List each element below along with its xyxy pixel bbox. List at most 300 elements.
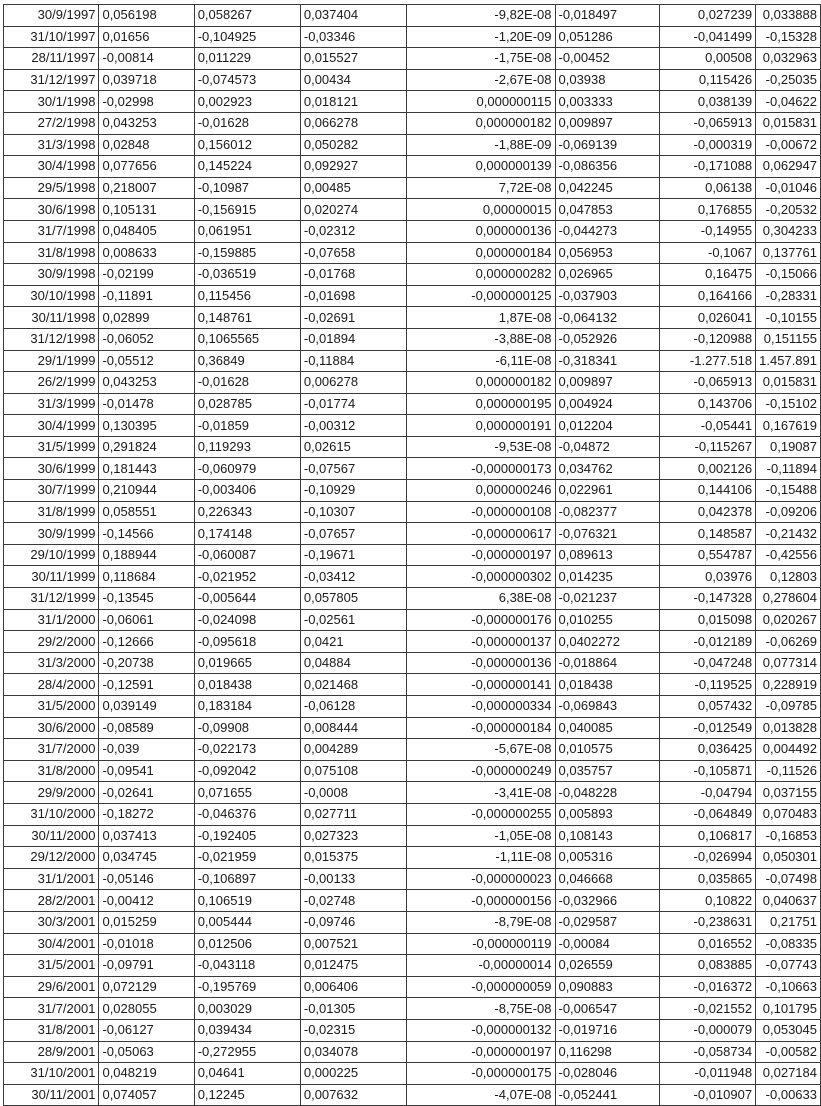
cell-date: 30/6/2000	[4, 717, 99, 739]
cell-date: 30/4/1999	[4, 415, 99, 437]
table-row	[4, 631, 821, 653]
table-row	[4, 1084, 821, 1106]
cell-col-6: -0,105871	[659, 760, 755, 782]
cell-col-1: -0,01478	[99, 393, 194, 415]
cell-col-4: -0,000000136	[406, 652, 555, 674]
cell-col-6: -0,016372	[659, 976, 755, 998]
cell-col-2: -0,09908	[194, 717, 300, 739]
cell-date: 31/8/2000	[4, 760, 99, 782]
cell-col-1: -0,12666	[99, 631, 194, 653]
cell-col-4: -5,67E-08	[406, 739, 555, 761]
cell-col-6: 0,144106	[659, 480, 755, 502]
table-row	[4, 436, 821, 458]
cell-col-5: 0,116298	[555, 1041, 659, 1063]
cell-col-6: 0,083885	[659, 955, 755, 977]
cell-col-3: -0,07658	[300, 242, 406, 264]
cell-col-2: 0,005444	[194, 911, 300, 933]
cell-col-7: -0,10663	[756, 976, 821, 998]
table-row	[4, 69, 821, 91]
cell-col-3: -0,02561	[300, 609, 406, 631]
cell-col-6: 0,042378	[659, 501, 755, 523]
cell-col-5: -0,082377	[555, 501, 659, 523]
cell-col-2: -0,195769	[194, 976, 300, 998]
cell-col-5: 0,089613	[555, 544, 659, 566]
cell-col-6: -0,041499	[659, 26, 755, 48]
cell-col-2: 0,226343	[194, 501, 300, 523]
cell-date: 31/3/2000	[4, 652, 99, 674]
cell-col-7: -0,15066	[756, 264, 821, 286]
cell-col-2: 0,018438	[194, 674, 300, 696]
cell-col-6: -0,000319	[659, 134, 755, 156]
table-row	[4, 588, 821, 610]
cell-col-7: -0,15102	[756, 393, 821, 415]
cell-col-1: -0,01018	[99, 933, 194, 955]
cell-col-7: -0,07743	[756, 955, 821, 977]
cell-col-7: 0,062947	[756, 156, 821, 178]
cell-col-6: -0,058734	[659, 1041, 755, 1063]
cell-date: 30/3/2001	[4, 911, 99, 933]
cell-col-5: -0,069139	[555, 134, 659, 156]
cell-col-2: 0,12245	[194, 1084, 300, 1106]
cell-col-7: 0,032963	[756, 48, 821, 70]
cell-col-1: 0,02848	[99, 134, 194, 156]
cell-col-3: 0,037404	[300, 5, 406, 27]
cell-col-1: 0,048219	[99, 1063, 194, 1085]
cell-col-5: -0,018864	[555, 652, 659, 674]
cell-col-3: 0,075108	[300, 760, 406, 782]
cell-col-2: -0,01628	[194, 372, 300, 394]
cell-col-5: -0,00084	[555, 933, 659, 955]
cell-col-3: -0,0008	[300, 782, 406, 804]
cell-col-5: 0,035757	[555, 760, 659, 782]
cell-col-7: -0,00582	[756, 1041, 821, 1063]
cell-col-7: 0,040637	[756, 890, 821, 912]
cell-col-2: -0,046376	[194, 803, 300, 825]
cell-col-1: -0,02641	[99, 782, 194, 804]
cell-col-3: 0,066278	[300, 112, 406, 134]
cell-date: 30/11/1999	[4, 566, 99, 588]
cell-col-4: -8,75E-08	[406, 998, 555, 1020]
cell-col-3: -0,01305	[300, 998, 406, 1020]
cell-col-2: 0,115456	[194, 285, 300, 307]
cell-col-7: -0,15488	[756, 480, 821, 502]
table-row	[4, 868, 821, 890]
cell-col-7: -0,00672	[756, 134, 821, 156]
cell-col-7: 0,21751	[756, 911, 821, 933]
cell-date: 31/3/1999	[4, 393, 99, 415]
cell-col-6: -0,1067	[659, 242, 755, 264]
cell-col-6: -0,14955	[659, 220, 755, 242]
cell-col-4: -0,000000173	[406, 458, 555, 480]
cell-col-7: 0,004492	[756, 739, 821, 761]
cell-col-2: -0,156915	[194, 199, 300, 221]
table-row	[4, 372, 821, 394]
cell-col-3: 0,007521	[300, 933, 406, 955]
cell-col-4: 0,000000182	[406, 112, 555, 134]
cell-col-3: -0,00133	[300, 868, 406, 890]
cell-date: 30/10/1998	[4, 285, 99, 307]
cell-col-1: -0,039	[99, 739, 194, 761]
cell-col-3: -0,02748	[300, 890, 406, 912]
cell-col-5: 0,010575	[555, 739, 659, 761]
cell-col-4: -3,88E-08	[406, 328, 555, 350]
cell-col-4: -0,000000141	[406, 674, 555, 696]
cell-col-6: -1.277.518	[659, 350, 755, 372]
cell-date: 31/8/1998	[4, 242, 99, 264]
table-row	[4, 307, 821, 329]
table-row	[4, 652, 821, 674]
cell-col-7: -0,08335	[756, 933, 821, 955]
cell-col-3: -0,19671	[300, 544, 406, 566]
table-row	[4, 782, 821, 804]
cell-col-6: -0,011948	[659, 1063, 755, 1085]
cell-col-7: 0,070483	[756, 803, 821, 825]
cell-col-2: 0,148761	[194, 307, 300, 329]
cell-col-3: -0,02691	[300, 307, 406, 329]
cell-col-5: -0,032966	[555, 890, 659, 912]
cell-col-1: 0,188944	[99, 544, 194, 566]
cell-col-1: 0,074057	[99, 1084, 194, 1106]
returns-table	[3, 4, 821, 1106]
cell-date: 30/7/1999	[4, 480, 99, 502]
cell-col-2: -0,043118	[194, 955, 300, 977]
cell-col-6: -0,147328	[659, 588, 755, 610]
cell-col-4: 0,000000136	[406, 220, 555, 242]
cell-date: 31/1/2001	[4, 868, 99, 890]
cell-col-5: 0,005316	[555, 847, 659, 869]
cell-col-6: 0,06138	[659, 177, 755, 199]
cell-date: 31/7/1998	[4, 220, 99, 242]
cell-col-6: -0,119525	[659, 674, 755, 696]
cell-col-3: -0,03412	[300, 566, 406, 588]
cell-date: 31/5/2001	[4, 955, 99, 977]
cell-col-5: 0,009897	[555, 372, 659, 394]
cell-date: 27/2/1998	[4, 112, 99, 134]
cell-col-6: -0,238631	[659, 911, 755, 933]
table-row	[4, 544, 821, 566]
cell-col-6: 0,16475	[659, 264, 755, 286]
cell-col-5: -0,029587	[555, 911, 659, 933]
cell-col-4: -9,53E-08	[406, 436, 555, 458]
cell-col-4: 0,000000282	[406, 264, 555, 286]
cell-col-3: 0,034078	[300, 1041, 406, 1063]
cell-col-2: 0,003029	[194, 998, 300, 1020]
cell-col-2: 0,183184	[194, 696, 300, 718]
cell-col-6: 0,026041	[659, 307, 755, 329]
cell-col-7: 0,053045	[756, 1019, 821, 1041]
cell-col-7: 0,167619	[756, 415, 821, 437]
cell-col-1: 0,01656	[99, 26, 194, 48]
cell-col-3: 0,00485	[300, 177, 406, 199]
cell-col-4: -3,41E-08	[406, 782, 555, 804]
table-row	[4, 998, 821, 1020]
cell-date: 30/4/2001	[4, 933, 99, 955]
cell-col-4: 0,000000115	[406, 91, 555, 113]
cell-col-5: 0,026559	[555, 955, 659, 977]
table-row	[4, 523, 821, 545]
cell-col-3: 0,012475	[300, 955, 406, 977]
cell-col-6: -0,012549	[659, 717, 755, 739]
cell-col-4: -2,67E-08	[406, 69, 555, 91]
cell-col-6: 0,038139	[659, 91, 755, 113]
cell-col-6: -0,05441	[659, 415, 755, 437]
cell-date: 31/5/2000	[4, 696, 99, 718]
cell-col-5: 0,009897	[555, 112, 659, 134]
cell-date: 31/3/1998	[4, 134, 99, 156]
cell-col-3: -0,09746	[300, 911, 406, 933]
cell-col-7: 0,12803	[756, 566, 821, 588]
cell-col-5: 0,018438	[555, 674, 659, 696]
cell-col-3: 0,021468	[300, 674, 406, 696]
table-row	[4, 890, 821, 912]
cell-date: 31/10/1997	[4, 26, 99, 48]
cell-col-3: 0,007632	[300, 1084, 406, 1106]
cell-col-4: 0,000000184	[406, 242, 555, 264]
cell-col-1: -0,08589	[99, 717, 194, 739]
cell-col-3: 0,00434	[300, 69, 406, 91]
table-row	[4, 350, 821, 372]
cell-col-3: 0,0421	[300, 631, 406, 653]
cell-col-7: 1.457.891	[756, 350, 821, 372]
cell-col-4: -0,000000334	[406, 696, 555, 718]
cell-col-5: 0,012204	[555, 415, 659, 437]
cell-col-6: -0,120988	[659, 328, 755, 350]
cell-col-6: -0,065913	[659, 112, 755, 134]
cell-col-7: -0,28331	[756, 285, 821, 307]
table-row	[4, 393, 821, 415]
table-row	[4, 285, 821, 307]
cell-date: 30/11/2000	[4, 825, 99, 847]
table-row	[4, 199, 821, 221]
cell-col-7: -0,21432	[756, 523, 821, 545]
cell-col-6: 0,176855	[659, 199, 755, 221]
cell-col-5: -0,048228	[555, 782, 659, 804]
cell-col-3: -0,07567	[300, 458, 406, 480]
cell-col-2: 0,145224	[194, 156, 300, 178]
cell-col-7: -0,42556	[756, 544, 821, 566]
cell-col-5: 0,056953	[555, 242, 659, 264]
cell-col-7: -0,00633	[756, 1084, 821, 1106]
cell-col-4: 0,000000191	[406, 415, 555, 437]
cell-col-1: -0,05512	[99, 350, 194, 372]
cell-col-6: -0,012189	[659, 631, 755, 653]
cell-col-4: 0,000000195	[406, 393, 555, 415]
cell-col-2: 0,1065565	[194, 328, 300, 350]
cell-col-7: -0,15328	[756, 26, 821, 48]
table-row	[4, 760, 821, 782]
cell-col-6: 0,148587	[659, 523, 755, 545]
cell-col-3: 0,015375	[300, 847, 406, 869]
cell-col-6: -0,021552	[659, 998, 755, 1020]
table-row	[4, 220, 821, 242]
cell-col-3: -0,03346	[300, 26, 406, 48]
table-row	[4, 48, 821, 70]
table-row	[4, 803, 821, 825]
cell-col-7: -0,16853	[756, 825, 821, 847]
cell-col-3: 0,027323	[300, 825, 406, 847]
cell-date: 30/4/1998	[4, 156, 99, 178]
cell-col-3: -0,01698	[300, 285, 406, 307]
cell-date: 31/8/2001	[4, 1019, 99, 1041]
cell-col-6: -0,171088	[659, 156, 755, 178]
table-row	[4, 955, 821, 977]
table-row	[4, 674, 821, 696]
table-body	[4, 5, 821, 1106]
cell-col-5: -0,076321	[555, 523, 659, 545]
table-row	[4, 717, 821, 739]
cell-col-2: 0,011229	[194, 48, 300, 70]
cell-col-1: -0,05146	[99, 868, 194, 890]
cell-col-2: -0,003406	[194, 480, 300, 502]
cell-col-7: -0,09785	[756, 696, 821, 718]
cell-col-7: -0,10155	[756, 307, 821, 329]
cell-date: 30/11/2001	[4, 1084, 99, 1106]
cell-col-2: -0,036519	[194, 264, 300, 286]
cell-date: 31/10/2000	[4, 803, 99, 825]
cell-col-6: -0,065913	[659, 372, 755, 394]
cell-col-2: -0,074573	[194, 69, 300, 91]
cell-col-2: -0,104925	[194, 26, 300, 48]
cell-date: 30/11/1998	[4, 307, 99, 329]
cell-col-2: -0,272955	[194, 1041, 300, 1063]
cell-col-6: 0,00508	[659, 48, 755, 70]
cell-col-6: 0,016552	[659, 933, 755, 955]
cell-col-6: 0,03976	[659, 566, 755, 588]
cell-col-5: -0,052926	[555, 328, 659, 350]
cell-col-6: -0,064849	[659, 803, 755, 825]
cell-date: 28/11/1997	[4, 48, 99, 70]
cell-col-3: -0,02315	[300, 1019, 406, 1041]
data-sheet	[3, 4, 821, 1106]
cell-col-6: 0,106817	[659, 825, 755, 847]
cell-col-4: 1,87E-08	[406, 307, 555, 329]
cell-col-1: 0,043253	[99, 372, 194, 394]
cell-col-4: 6,38E-08	[406, 588, 555, 610]
cell-col-5: -0,052441	[555, 1084, 659, 1106]
cell-col-3: -0,06128	[300, 696, 406, 718]
cell-col-4: -0,000000137	[406, 631, 555, 653]
cell-col-1: 0,008633	[99, 242, 194, 264]
table-row	[4, 933, 821, 955]
cell-col-6: -0,010907	[659, 1084, 755, 1106]
cell-col-4: -0,00000014	[406, 955, 555, 977]
cell-col-7: 0,027184	[756, 1063, 821, 1085]
cell-col-7: -0,01046	[756, 177, 821, 199]
cell-col-3: -0,10929	[300, 480, 406, 502]
cell-date: 31/12/1999	[4, 588, 99, 610]
cell-col-1: -0,18272	[99, 803, 194, 825]
cell-date: 31/8/1999	[4, 501, 99, 523]
cell-col-6: 0,057432	[659, 696, 755, 718]
cell-col-1: 0,02899	[99, 307, 194, 329]
cell-col-2: -0,106897	[194, 868, 300, 890]
table-row	[4, 480, 821, 502]
table-row	[4, 242, 821, 264]
cell-col-7: 0,304233	[756, 220, 821, 242]
cell-col-4: 0,000000139	[406, 156, 555, 178]
table-row	[4, 458, 821, 480]
cell-col-7: 0,020267	[756, 609, 821, 631]
cell-col-3: 0,006406	[300, 976, 406, 998]
cell-col-5: -0,086356	[555, 156, 659, 178]
cell-col-4: -0,000000176	[406, 609, 555, 631]
cell-col-6: 0,035865	[659, 868, 755, 890]
cell-col-5: 0,003333	[555, 91, 659, 113]
cell-col-6: -0,115267	[659, 436, 755, 458]
cell-col-2: -0,10987	[194, 177, 300, 199]
cell-col-2: -0,024098	[194, 609, 300, 631]
cell-col-4: -0,000000125	[406, 285, 555, 307]
cell-col-1: -0,13545	[99, 588, 194, 610]
cell-col-4: -0,000000023	[406, 868, 555, 890]
cell-col-1: -0,12591	[99, 674, 194, 696]
cell-col-4: -8,79E-08	[406, 911, 555, 933]
cell-col-1: -0,11891	[99, 285, 194, 307]
cell-col-5: 0,03938	[555, 69, 659, 91]
table-row	[4, 134, 821, 156]
table-row	[4, 26, 821, 48]
cell-col-3: -0,07657	[300, 523, 406, 545]
cell-col-3: -0,01894	[300, 328, 406, 350]
cell-col-1: 0,181443	[99, 458, 194, 480]
cell-col-2: 0,002923	[194, 91, 300, 113]
cell-col-4: -0,000000156	[406, 890, 555, 912]
cell-col-2: -0,159885	[194, 242, 300, 264]
cell-col-5: 0,005893	[555, 803, 659, 825]
cell-col-4: 0,000000182	[406, 372, 555, 394]
cell-col-3: 0,006278	[300, 372, 406, 394]
cell-col-6: -0,000079	[659, 1019, 755, 1041]
table-row	[4, 156, 821, 178]
cell-col-7: 0,015831	[756, 112, 821, 134]
cell-col-4: -0,000000059	[406, 976, 555, 998]
cell-col-4: -1,20E-09	[406, 26, 555, 48]
cell-col-1: 0,210944	[99, 480, 194, 502]
cell-col-7: 0,19087	[756, 436, 821, 458]
table-row	[4, 91, 821, 113]
cell-col-1: 0,037413	[99, 825, 194, 847]
cell-col-5: 0,108143	[555, 825, 659, 847]
cell-col-1: -0,00412	[99, 890, 194, 912]
cell-col-4: -0,000000302	[406, 566, 555, 588]
cell-col-2: -0,095618	[194, 631, 300, 653]
cell-date: 29/5/1998	[4, 177, 99, 199]
cell-col-4: -1,75E-08	[406, 48, 555, 70]
table-row	[4, 1019, 821, 1041]
table-row	[4, 847, 821, 869]
cell-col-4: -1,05E-08	[406, 825, 555, 847]
table-row	[4, 976, 821, 998]
cell-col-1: 0,039149	[99, 696, 194, 718]
cell-col-5: -0,028046	[555, 1063, 659, 1085]
cell-col-7: 0,137761	[756, 242, 821, 264]
cell-col-7: -0,06269	[756, 631, 821, 653]
cell-col-5: -0,04872	[555, 436, 659, 458]
cell-col-7: -0,11526	[756, 760, 821, 782]
cell-col-7: -0,07498	[756, 868, 821, 890]
table-row	[4, 566, 821, 588]
cell-col-1: -0,02998	[99, 91, 194, 113]
cell-col-6: 0,143706	[659, 393, 755, 415]
cell-col-6: 0,164166	[659, 285, 755, 307]
cell-col-4: -0,000000255	[406, 803, 555, 825]
cell-col-6: 0,115426	[659, 69, 755, 91]
cell-col-2: -0,021952	[194, 566, 300, 588]
cell-col-3: 0,057805	[300, 588, 406, 610]
cell-col-5: 0,042245	[555, 177, 659, 199]
cell-col-2: -0,092042	[194, 760, 300, 782]
cell-col-4: 0,000000246	[406, 480, 555, 502]
